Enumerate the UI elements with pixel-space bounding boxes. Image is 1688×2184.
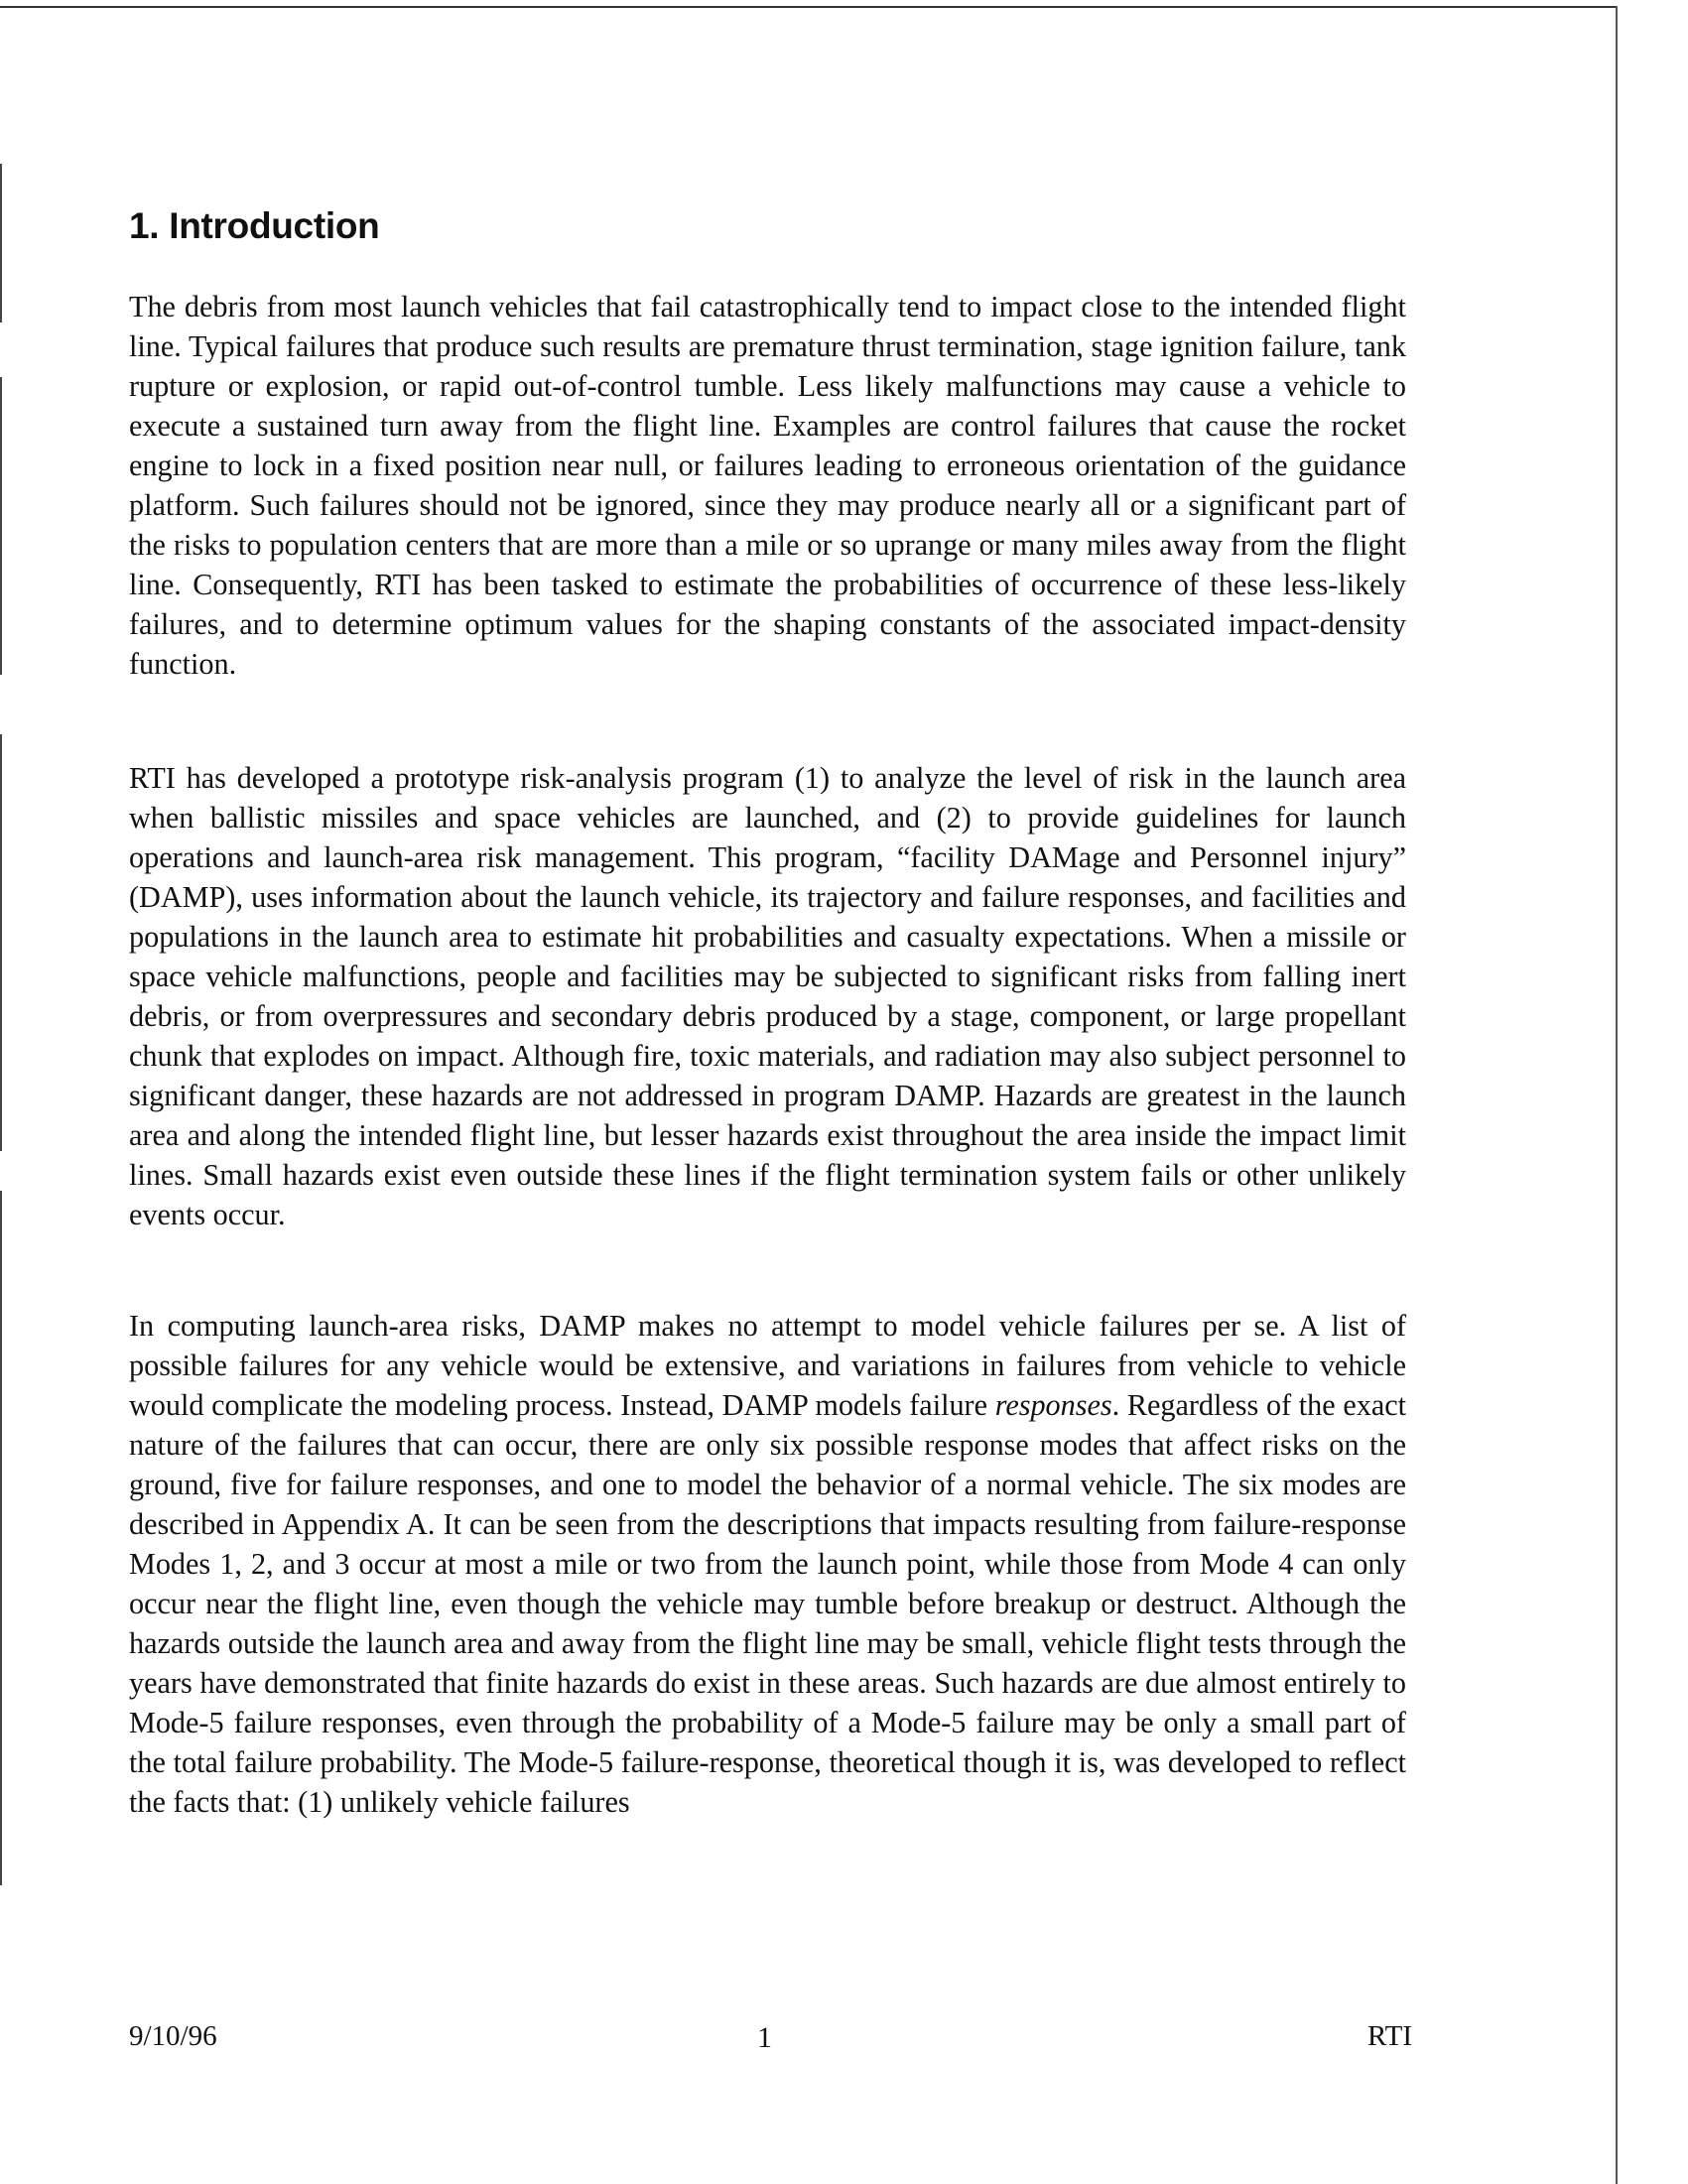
- paragraph-1: The debris from most launch vehicles that fail catastrophically tend to impact close to the intended flight line. Typical failures that produce such results are premature thrust termination, stage ignition failure, tank rupture or explosion, or rapid out-of-control tumble. Less likely malfunctions may cause a vehicle to execute a sustained turn away from the flight line. Examples are control failures that cause the rocket engine to lock in a fixed position near null, or failures leading to erroneous orientation of the guidance platform. Such failures should not be ignored, since they may produce nearly all or a significant part of the risks to population centers that are more than a mile or so uprange or many miles away from the flight line. Consequently, RTI has been tasked to estimate the probabilities of occurrence of these less-likely failures, and to determine optimum values for the shaping constants of the associated impact-density function.: [129, 290, 1406, 681]
- footer-organization: RTI: [1367, 2020, 1412, 2052]
- scan-border-right: [1616, 6, 1618, 2184]
- paragraph-2: RTI has developed a prototype risk-analysis program (1) to analyze the level of risk in the launch area when ballistic missiles and space vehicles are launched, and (2) to provide guidelines for launch operations and launch-area risk management. This program, “facility DAMage and Personnel injury” (DAMP), uses information about the launch vehicle, its trajectory and failure responses, and facilities and populations in the launch area to estimate hit probabilities and casualty expectations. When a missile or space vehicle malfunctions, people and facilities may be subjected to significant risks from falling inert debris, or from overpressures and secondary debris produced by a stage, component, or large propellant chunk that explodes on impact. Although fire, toxic materials, and radiation may also subject personnel to significant danger, these hazards are not addressed in program DAMP. Hazards are greatest in the launch area and along the intended flight line, but lesser hazards exist throughout the area inside the impact limit lines. Small hazards exist even outside these lines if the flight termination system fails or other unlikely events occur.: [129, 761, 1406, 1231]
- paragraph-3-text-start: In computing launch-area risks, DAMP makes no attempt to model vehicle failures per se. A list of possible failures for any vehicle would be extensive, and variations in failures from vehicle to vehicle would complicate the modeling process. Instead, DAMP models failure: [129, 1309, 1406, 1422]
- paragraph-3-text-end: . Regardless of the exact nature of the failures that can occur, there are only six possible response modes that affect risks on the ground, five for failure responses, and one to model the behavior of a normal vehicle. The six modes are described in Appendix A. It can be seen from the descriptions that impacts resulting from failure-response Modes 1, 2, and 3 occur at most a mile or two from the launch point, while those from Mode 4 can only occur near the flight line, even though the vehicle may tumble before breakup or destruct. Although the hazards outside the launch area and away from the flight line may be small, vehicle flight tests through the years have demonstrated that finite hazards do exist in these areas. Such hazards are due almost entirely to Mode-5 failure responses, even through the probability of a Mode-5 failure may be only a small part of the total failure probability. The Mode-5 failure-response, theoretical though it is, was developed to reflect the facts that: (1) unlikely vehicle failures: [129, 1388, 1407, 1819]
- scan-edge-mark: [0, 377, 2, 675]
- footer-date: 9/10/96: [129, 2020, 217, 2052]
- paragraph-3: [129, 1306, 1406, 1822]
- scan-edge-mark: [0, 734, 2, 1151]
- section-heading: 1. Introduction: [129, 205, 380, 246]
- scan-edge-mark: [0, 1191, 2, 1885]
- scan-border-top: [0, 6, 1618, 8]
- scan-edge-mark: [0, 164, 2, 322]
- emphasized-term: responses: [994, 1388, 1112, 1422]
- page-number: 1: [757, 2021, 772, 2054]
